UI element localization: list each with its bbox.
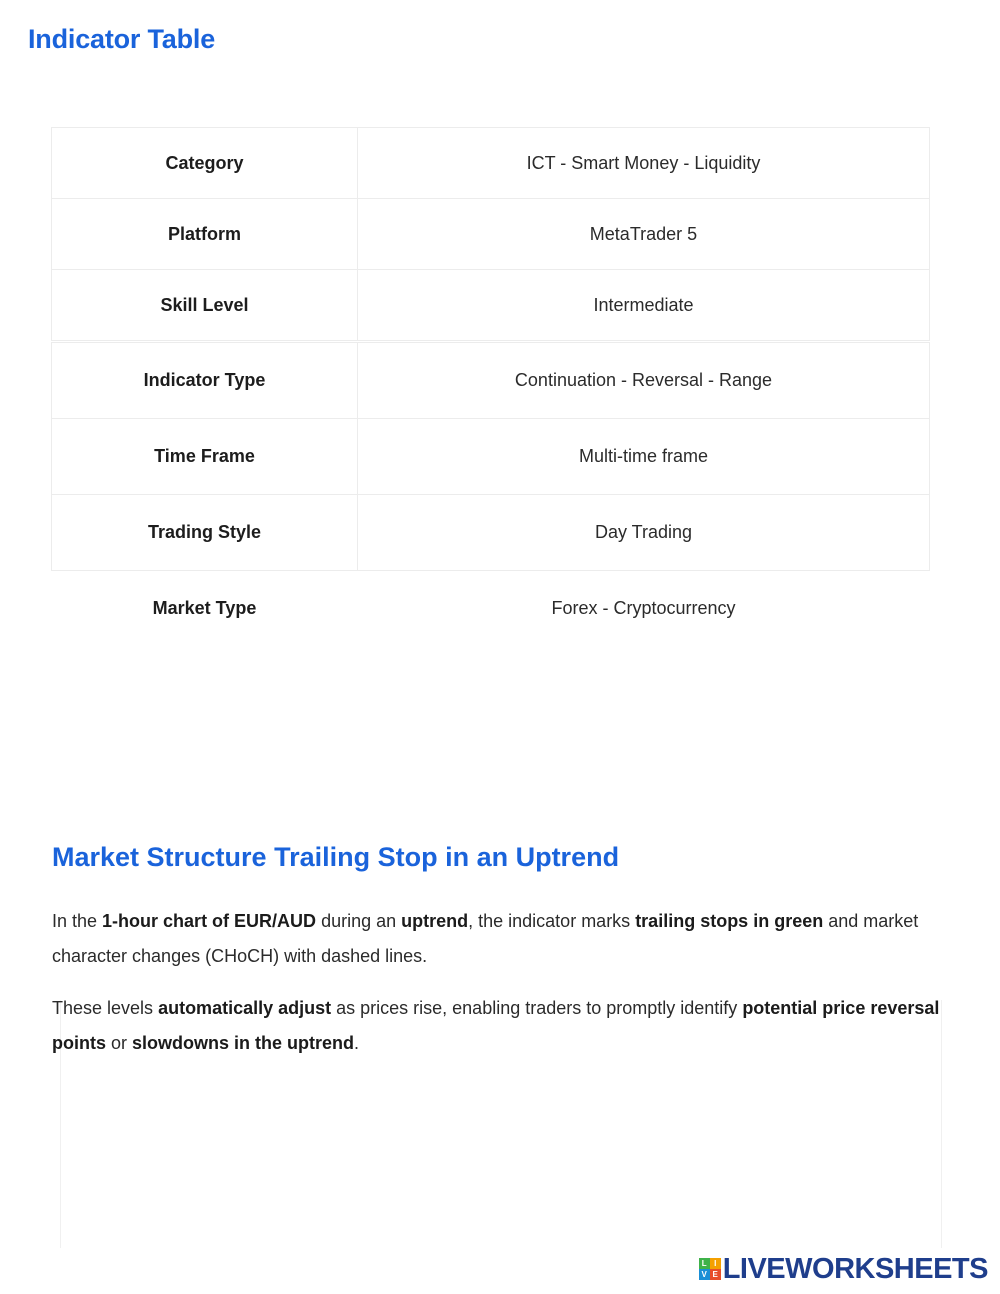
page-title: Indicator Table [28, 24, 216, 54]
text-run: during an [316, 911, 402, 931]
text-run: or [106, 1033, 133, 1053]
row-value: Forex - Cryptocurrency [551, 598, 736, 619]
table-row [52, 128, 930, 199]
bold-run: slowdowns in the uptrend [132, 1033, 355, 1053]
row-label: Skill Level [52, 270, 358, 341]
row-label: Trading Style [52, 495, 358, 571]
text-run: as prices rise, enabling traders to promptly identify [331, 998, 743, 1018]
row-value: ICT - Smart Money - Liquidity [358, 128, 930, 199]
table-row [52, 571, 930, 647]
table-row [52, 199, 930, 270]
brand-name: LIVEWORKSHEETS [722, 1252, 988, 1285]
paragraph-1 [52, 904, 942, 974]
row-label: Indicator Type [52, 343, 358, 419]
indicator-table-bottom [51, 342, 930, 647]
bold-run: potential price reversal points [52, 998, 940, 1053]
table-row [52, 270, 930, 341]
liveworksheets-brand[interactable] [699, 1254, 988, 1284]
table-row [52, 419, 930, 495]
logo-letter: I [710, 1258, 721, 1269]
liveworksheets-logo-icon [699, 1258, 721, 1280]
row-value: Multi-time frame [358, 419, 930, 495]
table-row [52, 495, 930, 571]
logo-letter: V [699, 1269, 710, 1280]
row-value: Continuation - Reversal - Range [358, 343, 930, 419]
bold-run: uptrend [401, 911, 469, 931]
text-run: and market character changes (CHoCH) with dashed lines. [52, 911, 919, 966]
section-title: Market Structure Trailing Stop in an Uptrend [52, 842, 620, 872]
text-run: In the [52, 911, 103, 931]
row-label: Category [52, 128, 358, 199]
bold-run: automatically adjust [158, 998, 332, 1018]
row-label: Market Type [152, 598, 257, 619]
text-run: , the indicator marks [468, 911, 636, 931]
row-value: MetaTrader 5 [358, 199, 930, 270]
text-run: These levels [52, 998, 159, 1018]
table-row [52, 343, 930, 419]
row-label: Time Frame [52, 419, 358, 495]
logo-letter: L [699, 1258, 710, 1269]
row-label: Platform [52, 199, 358, 270]
paragraph-2 [52, 991, 942, 1061]
bold-run: 1-hour chart of EUR/AUD [102, 911, 317, 931]
indicator-table-top [51, 127, 930, 341]
logo-letter: E [710, 1269, 721, 1280]
row-value: Day Trading [358, 495, 930, 571]
row-value: Intermediate [358, 270, 930, 341]
text-run: . [354, 1033, 360, 1053]
bold-run: trailing stops in green [635, 911, 824, 931]
